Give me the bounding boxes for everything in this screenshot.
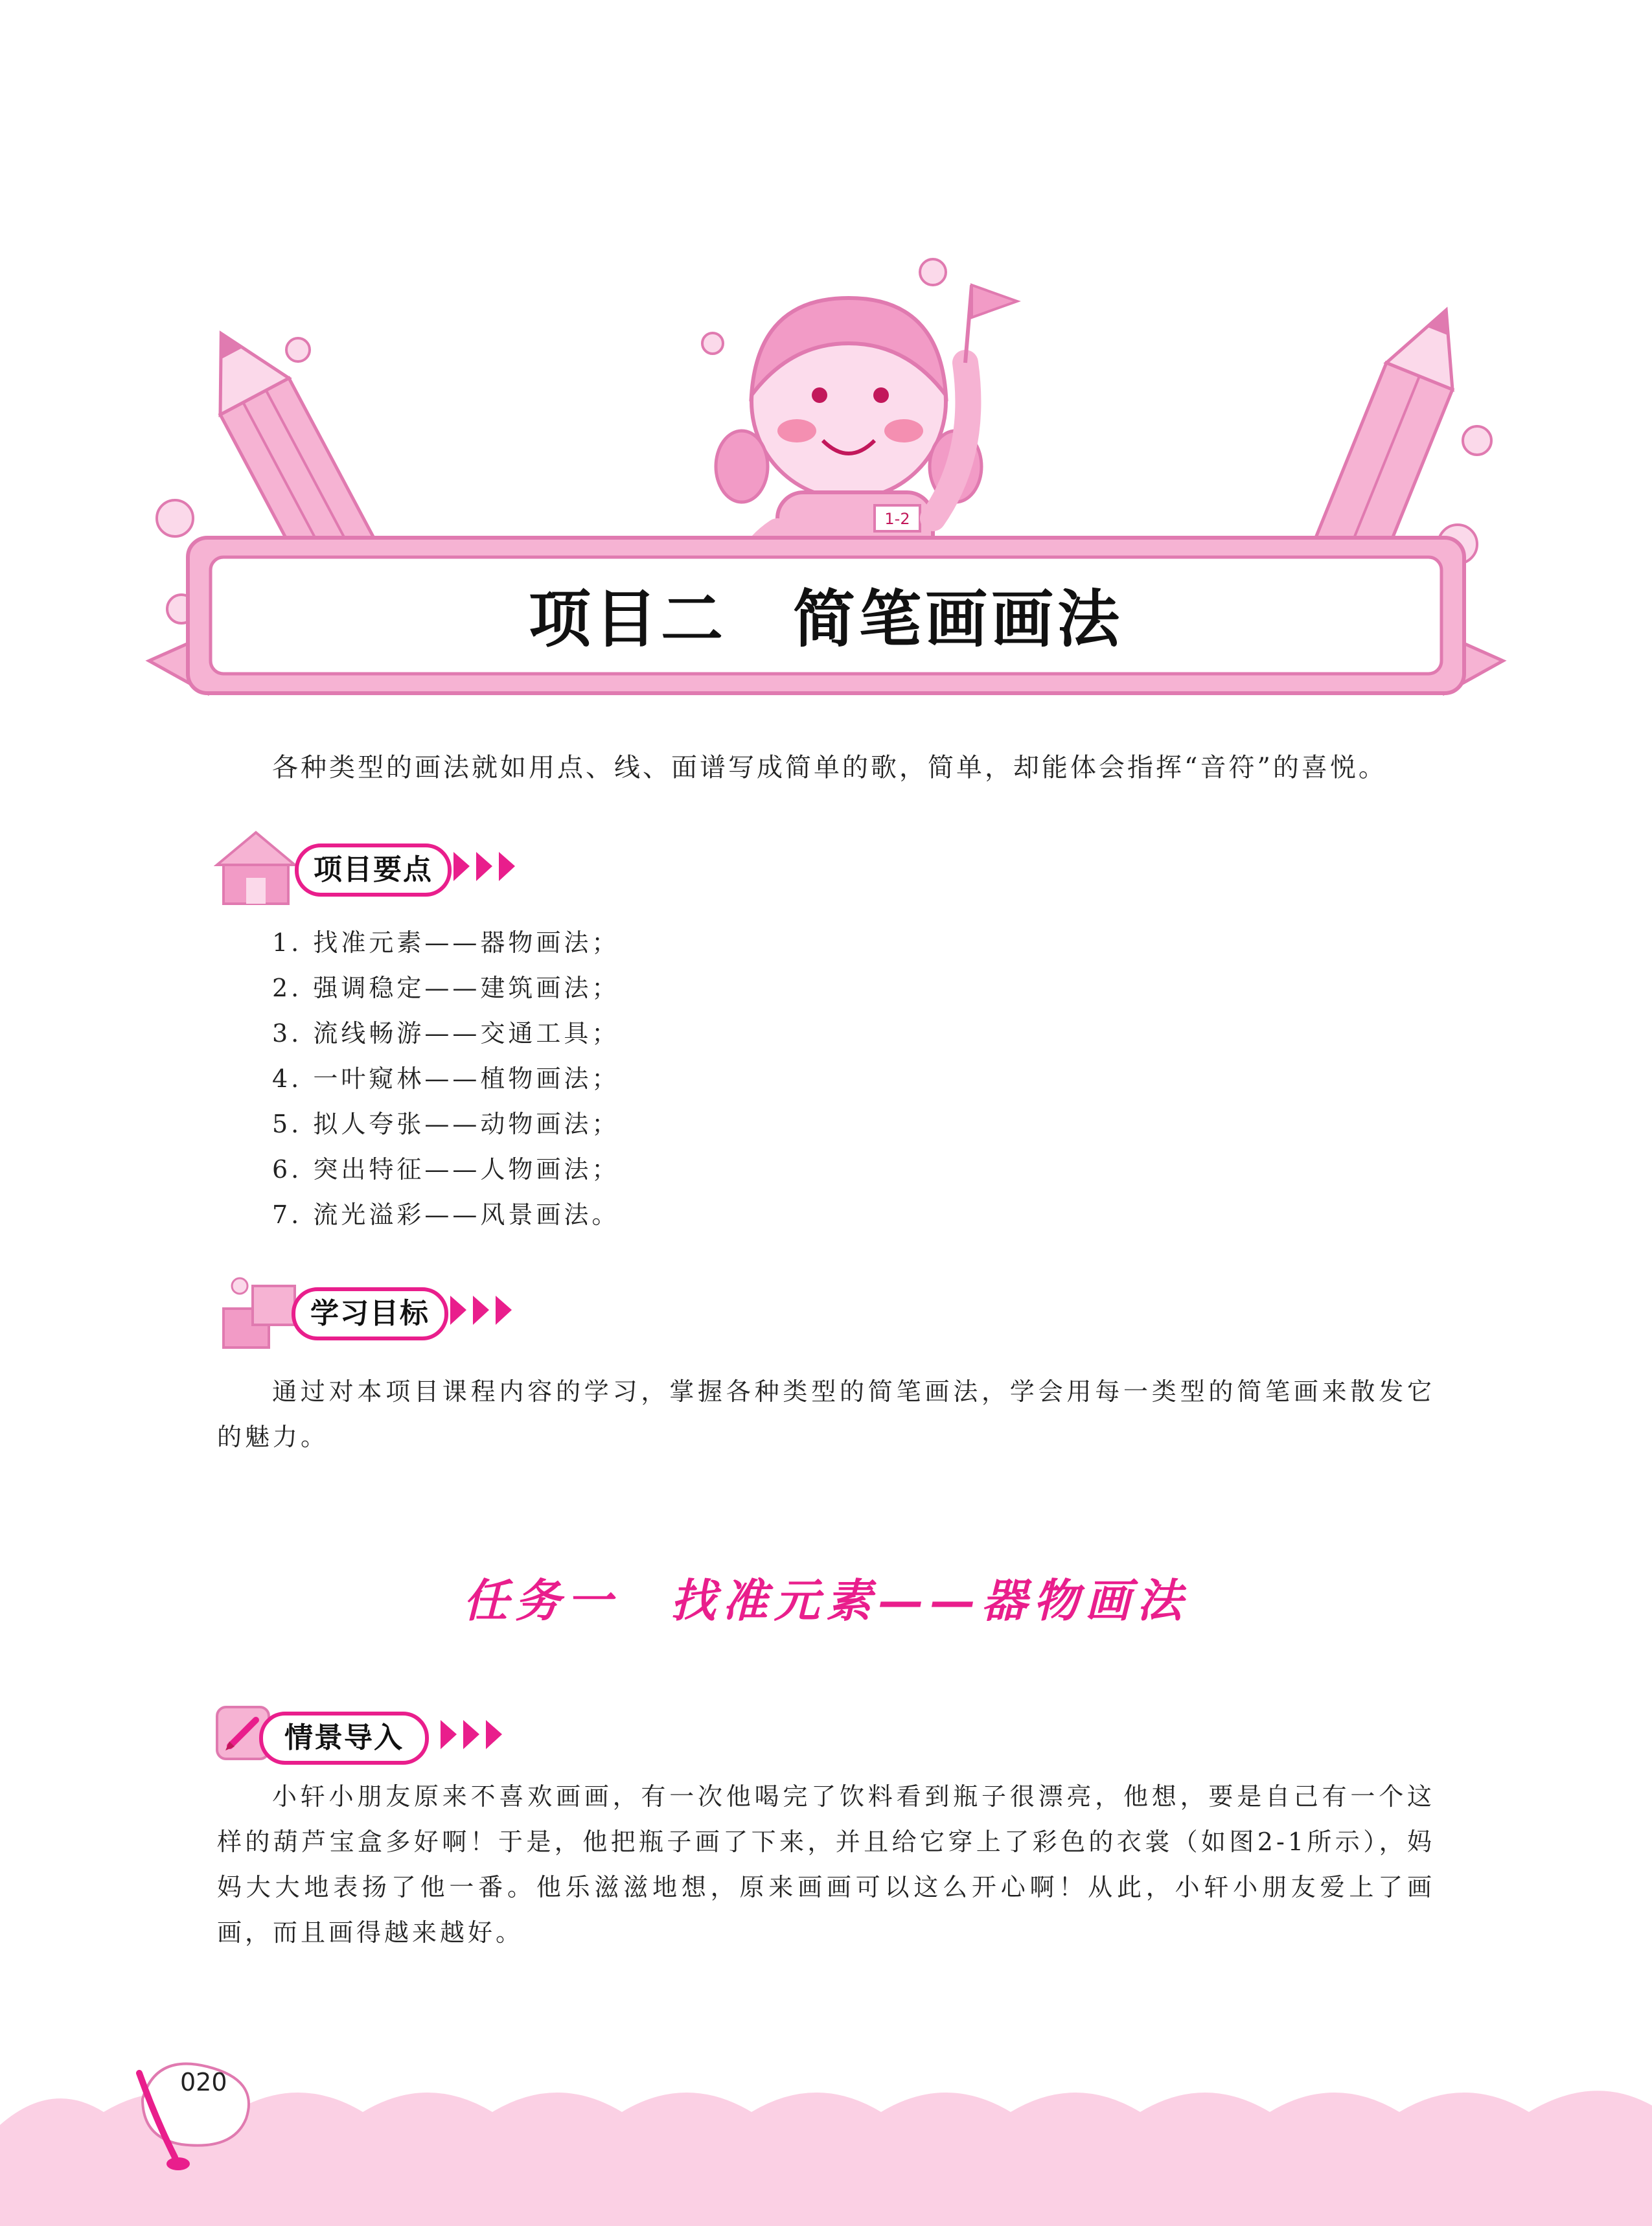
- objectives-header: [217, 1273, 573, 1344]
- list-item: 5. 拟人夸张——动物画法；: [272, 1110, 620, 1138]
- page-number: 020: [180, 2068, 227, 2096]
- scenario-label: 情景导入: [259, 1712, 429, 1765]
- footer-wave-decoration: [0, 2041, 1652, 2226]
- key-points-list: [272, 920, 1244, 1237]
- objectives-paragraph: 通过对本项目课程内容的学习，掌握各种类型的简笔画法，学会用每一类型的简笔画来散发它的魅力。: [217, 1377, 1435, 1451]
- scenario-paragraph: 小轩小朋友原来不喜欢画画，有一次他喝完了饮料看到瓶子很漂亮，他想，要是自己有一个这样的葫芦宝盒多好啊！于是，他把瓶子画了下来，并且给它穿上了彩色的衣裳（如图2-1所示），妈妈大大地表扬了他一番。他乐滋滋地想，原来画画可以这么开心啊！从此，小轩小朋友爱上了画画，而且画得越来越好。: [217, 1782, 1435, 1947]
- triple-arrow-icon: [441, 1717, 505, 1752]
- key-points-header: [214, 829, 570, 901]
- list-item: 7. 流光溢彩——风景画法。: [272, 1200, 620, 1229]
- name-badge: 1-2: [884, 510, 910, 528]
- triple-arrow-icon: [453, 849, 518, 884]
- triple-arrow-icon: [450, 1292, 515, 1328]
- list-item: 6. 突出特征——人物画法；: [272, 1155, 620, 1184]
- intro-paragraph: 各种类型的画法就如用点、线、面谱写成简单的歌，简单，却能体会指挥“音符”的喜悦。: [272, 753, 1387, 783]
- list-item: 2. 强调稳定——建筑画法；: [272, 974, 620, 1002]
- task-title: 任务一 找准元素——器物画法: [463, 1574, 1189, 1627]
- blocks-icon: [217, 1273, 301, 1351]
- house-icon: [214, 829, 298, 907]
- list-item: 4. 一叶窥林——植物画法；: [272, 1064, 620, 1093]
- scenario-header: [214, 1697, 570, 1769]
- objectives-label: 学习目标: [292, 1287, 448, 1340]
- list-item: 1. 找准元素——器物画法；: [272, 928, 620, 957]
- project-title: 项目二 简笔画画法: [529, 583, 1123, 656]
- key-points-label: 项目要点: [295, 843, 452, 897]
- list-item: 3. 流线畅游——交通工具；: [272, 1019, 620, 1048]
